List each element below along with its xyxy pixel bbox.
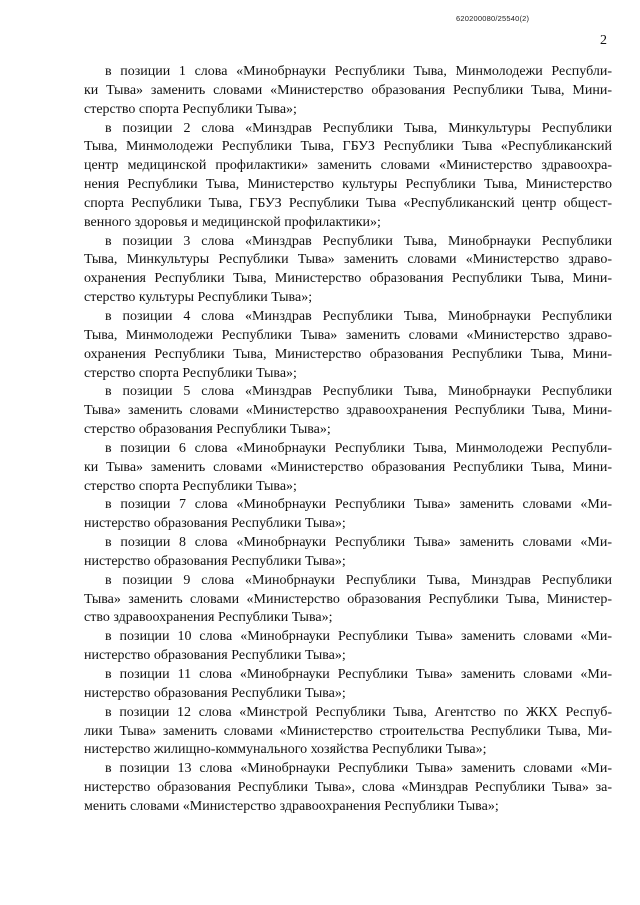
amendment-paragraph (84, 383, 612, 440)
text-line: Тыва» заменить словами «Министерство образования Республики Тыва, Министер- (84, 591, 612, 607)
text-line: нистерство образования Республики Тыва», слова «Минздрав Республики Тыва» за- (84, 780, 612, 796)
amendment-paragraph (84, 666, 612, 704)
text-line: нения Республики Тыва, Министерство культуры Республики Тыва, Министерство (84, 177, 612, 193)
amendment-paragraph (84, 120, 612, 233)
text-line: ки Тыва» заменить словами «Министерство образования Республики Тыва, Мини- (84, 459, 612, 475)
amendment-paragraph (84, 704, 612, 761)
text-line: в позиции 4 слова «Минздрав Республики Тыва, Минобрнауки Республики (105, 308, 612, 324)
text-line: стерство образования Республики Тыва»; (84, 422, 331, 438)
text-line: спорта Республики Тыва, ГБУЗ Республики Тыва «Республиканский центр общест- (84, 195, 612, 211)
text-line: нистерство жилищно-коммунального хозяйства Республики Тыва»; (84, 742, 487, 758)
text-line: нистерство образования Республики Тыва»; (84, 553, 346, 569)
amendment-paragraph (84, 534, 612, 572)
text-line: в позиции 1 слова «Минобрнауки Республики Тыва, Минмолодежи Республи- (105, 64, 612, 79)
document-body (84, 63, 612, 817)
amendment-paragraph (84, 760, 612, 817)
text-line: стерство культуры Республики Тыва»; (84, 290, 313, 306)
text-line: центр медицинской профилактики» заменить словами «Министерство здравоохра- (84, 158, 612, 174)
text-line: в позиции 6 слова «Минобрнауки Республики Тыва, Минмолодежи Республи- (105, 440, 612, 456)
text-line: нистерство образования Республики Тыва»; (84, 648, 346, 664)
document-code: 620200080/25540(2) (456, 14, 530, 23)
text-line: нистерство образования Республики Тыва»; (84, 685, 346, 701)
amendment-paragraph (84, 308, 612, 383)
text-line: ки Тыва» заменить словами «Министерство образования Республики Тыва, Мини- (84, 82, 612, 98)
page-number: 2 (600, 33, 607, 48)
text-line: Тыва, Минкультуры Республики Тыва» заменить словами «Министерство здраво- (84, 252, 612, 268)
text-line: венного здоровья и медицинской профилактики»; (84, 214, 381, 230)
text-line: в позиции 3 слова «Минздрав Республики Тыва, Минобрнауки Республики (105, 233, 612, 249)
text-line: стерство спорта Республики Тыва»; (84, 478, 297, 494)
text-line: в позиции 11 слова «Минобрнауки Республики Тыва» заменить словами «Ми- (105, 667, 612, 682)
text-line: стерство спорта Республики Тыва»; (84, 101, 297, 117)
text-line: в позиции 5 слова «Минздрав Республики Тыва, Минобрнауки Республики (105, 384, 612, 400)
amendment-paragraph (84, 63, 612, 120)
amendment-paragraph (84, 628, 612, 666)
text-line: нистерство образования Республики Тыва»; (84, 516, 346, 532)
text-line: в позиции 8 слова «Минобрнауки Республики Тыва» заменить словами «Ми- (105, 535, 612, 551)
text-line: ство здравоохранения Республики Тыва»; (84, 610, 333, 626)
text-line: охранения Республики Тыва, Министерство образования Республики Тыва, Мини- (84, 271, 612, 287)
text-line: охранения Республики Тыва, Министерство образования Республики Тыва, Мини- (84, 346, 612, 362)
text-line: в позиции 13 слова «Минобрнауки Республики Тыва» заменить словами «Ми- (105, 761, 612, 777)
text-line: лики Тыва» заменить словами «Министерство строительства Республики Тыва, Ми- (84, 723, 612, 739)
text-line: Тыва, Минмолодежи Республики Тыва» заменить словами «Министерство здраво- (84, 327, 612, 343)
text-line: Тыва, Минмолодежи Республики Тыва, ГБУЗ Республики Тыва «Республиканский (84, 139, 612, 155)
amendment-paragraph (84, 496, 612, 534)
text-line: в позиции 9 слова «Минобрнауки Республики Тыва, Минздрав Республики (105, 572, 612, 588)
text-line: в позиции 2 слова «Минздрав Республики Тыва, Минкультуры Республики (105, 120, 612, 136)
text-line: в позиции 7 слова «Минобрнауки Республики Тыва» заменить словами «Ми- (105, 497, 612, 513)
amendment-paragraph (84, 440, 612, 497)
amendment-paragraph (84, 572, 612, 629)
text-line: стерство спорта Республики Тыва»; (84, 365, 297, 381)
text-line: Тыва» заменить словами «Министерство здравоохранения Республики Тыва, Мини- (84, 403, 612, 419)
amendment-paragraph (84, 233, 612, 308)
text-line: менить словами «Министерство здравоохранения Республики Тыва»; (84, 798, 499, 814)
text-line: в позиции 10 слова «Минобрнауки Республики Тыва» заменить словами «Ми- (105, 629, 612, 645)
text-line: в позиции 12 слова «Минстрой Республики Тыва, Агентство по ЖКХ Респуб- (105, 704, 612, 720)
